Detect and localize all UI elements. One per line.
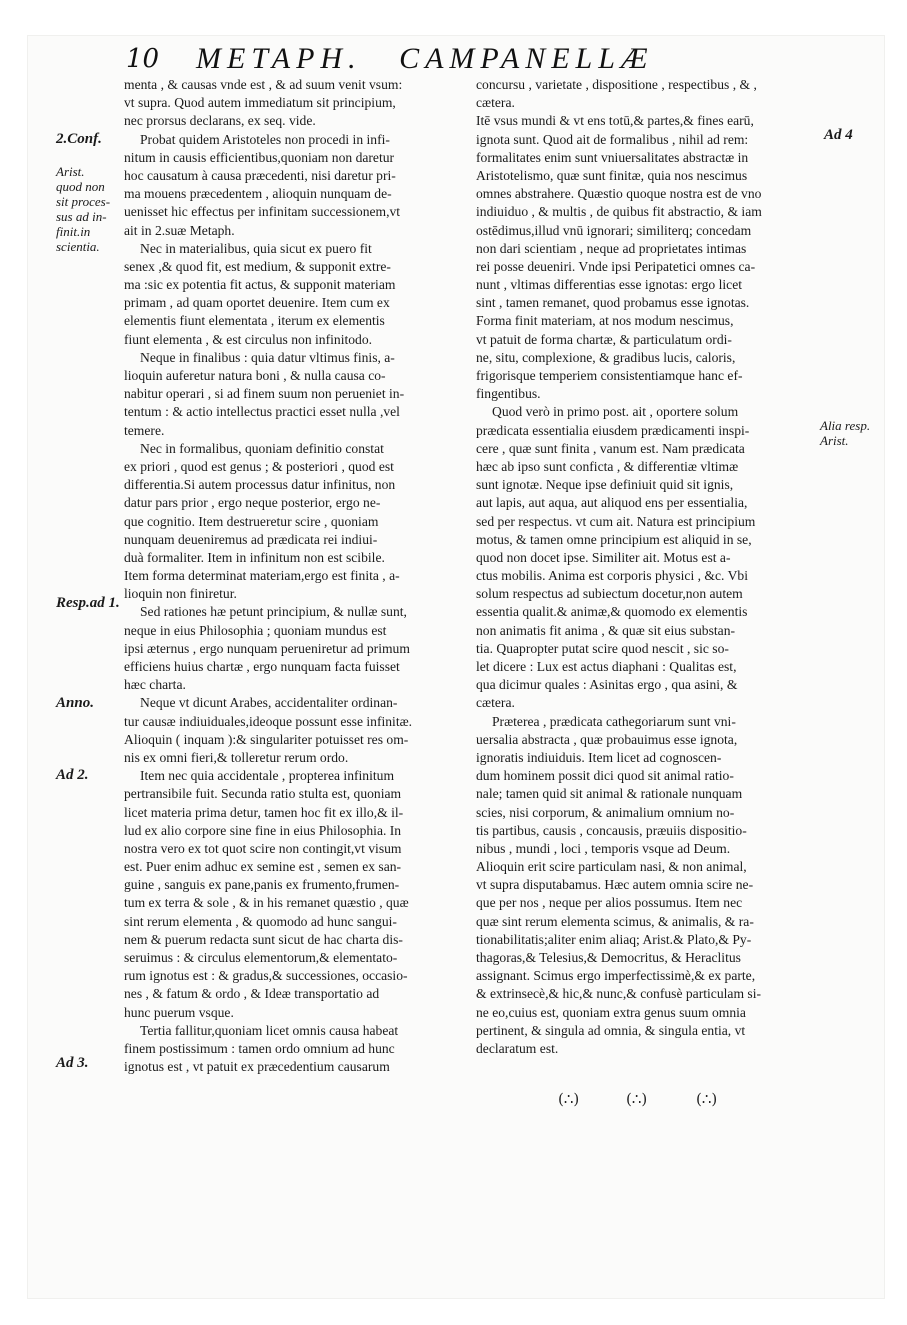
ornament: (∴) (558, 1090, 580, 1108)
text-line: omnes abstrahere. Quæstio quoque nostra est de vno (476, 186, 762, 202)
text-line: que cognitio. Item destrueretur scire , quoniam (124, 513, 379, 529)
text-line: Alioquin erit scire particulam nasi, & non animal, (476, 859, 747, 875)
text-line: Quod verò in primo post. ait , oportere solum (492, 404, 739, 420)
text-line: Nec in formalibus, quoniam definitio constat (140, 440, 384, 456)
text-line: differentia.Si autem processus datur infinitus, non (124, 477, 396, 493)
margin-note-ad-2: Ad 2. (56, 767, 89, 783)
text-line: nale; tamen quid sit animal & rationale nunquam (476, 786, 743, 802)
text-line: concursu , varietate , dispositione , respectibus , & , (476, 77, 757, 92)
text-line: tentum : & actio intellectus practici esset nulla ,vel (124, 404, 400, 420)
text-line: Tertia fallitur,quoniam licet omnis causa habeat (140, 1022, 399, 1038)
text-line: Præterea , prædicata cathegoriarum sunt vni- (492, 713, 736, 729)
text-line: efficiens huius chartæ , ergo nunquam facta fuisset (124, 659, 400, 674)
text-line: menta , & causas vnde est , & ad suum venit vsum: (124, 77, 403, 92)
text-line: sint rerum elementa , & quomodo ad hunc sangui- (124, 913, 397, 929)
text-line: prædicata essentialia eiusdem prædicamenti inspi- (476, 422, 750, 438)
text-line: formalitates enim sunt vniuersalitates abstractæ in (476, 149, 749, 165)
text-line: Item nec quia accidentale , propterea infinitum (140, 768, 395, 784)
text-line: hæc charta. (124, 677, 186, 693)
text-line: quæ sint rerum elementa scimus, & animalis, & ra- (476, 913, 754, 929)
text-line: Neque in finalibus : quia datur vltimus finis, a- (140, 349, 395, 365)
text-line: vt supra disputabamus. Hæc autem omnia scire ne- (476, 877, 754, 893)
text-line: temere. (124, 422, 165, 438)
text-line: quod non docet ipse. Similiter ait. Motus est a- (476, 549, 731, 565)
text-line: guine , sanguis ex pane,panis ex frumento,frumen- (124, 877, 400, 893)
text-line: Sed rationes hæ petunt principium, & nullæ sunt, (140, 604, 407, 620)
margin-note-ad-3: Ad 3. (56, 1055, 89, 1071)
text-line: fingentibus. (476, 386, 541, 402)
ornament: (∴) (626, 1090, 648, 1108)
text-line: ctus mobilis. Anima est corporis physici , &c. Vbi (476, 568, 748, 584)
text-line: non dari scientiam , neque ad proprietates intimas (476, 240, 747, 256)
text-line: hoc causatum à causa præcedenti, nisi daretur pri- (124, 167, 396, 183)
ornament: (∴) (696, 1090, 718, 1108)
text-line: declaratum est. (476, 1040, 559, 1056)
text-line: thagoras,& Telesius,& Democritus, & Heraclitus (476, 950, 741, 965)
text-line: essentia qualit.& animæ,& quomodo ex elementis (476, 604, 748, 620)
text-line: & extrinsecè,& hic,& nunc,& confusè particulam si- (476, 986, 762, 1002)
text-line: cætera. (476, 695, 515, 711)
text-line: hunc puerum vsque. (124, 1004, 234, 1020)
text-line: vt supra. Quod autem immediatum sit principium, (124, 95, 396, 111)
text-line: Itē vsus mundi & vt ens totū,& partes,& fines earū, (476, 113, 754, 129)
book-page (28, 36, 884, 1298)
margin-note-conf: 2.Conf. (56, 131, 102, 147)
page-number: 10 (126, 44, 160, 74)
text-line: hæc ab ipso sunt conficta , & differentiæ vltimæ (476, 458, 739, 474)
margin-note-alia-resp: Alia resp. Arist. (820, 418, 871, 448)
text-line: uersalia abstracta , quæ probauimus esse ignota, (476, 731, 738, 747)
text-line: sunt ignotæ. Neque ipse definiuit quid sit ignis, (476, 477, 734, 493)
text-line: ma :sic ex potentia fit actus, & supponit materiam (124, 277, 396, 293)
text-line: Item forma determinat materiam,ergo est finita , a- (124, 568, 400, 584)
text-line: pertransibile fuit. Secunda ratio stulta est, quoniam (124, 786, 402, 802)
text-line: tur causæ indiuiduales,ideoque possunt esse infinitæ. (124, 713, 413, 729)
text-line: Neque vt dicunt Arabes, accidentaliter ordinan- (140, 695, 398, 711)
text-line: datur pars prior , ergo neque posterior, ergo ne- (124, 495, 381, 511)
text-line: tum ex terra & sole , & in his remanet quæstio , quæ (124, 895, 409, 911)
text-line: nec prorsus declarans, ex seq. vide. (124, 113, 316, 129)
text-line: dum hominem possit dici quod sit animal ratio- (476, 768, 734, 784)
text-line: tionabilitatis;aliter enim aliaq; Arist.& Plato,& Py- (476, 931, 752, 947)
text-line: indiuiduo , & multis , de quibus fit abstractio, & iam (476, 204, 762, 220)
text-line: aut lapis, aut aqua, aut aliquod ens per essentialia, (476, 495, 748, 511)
text-line: rei posse deueniri. Vnde ipsi Peripatetici omnes ca- (476, 258, 756, 274)
text-line: frigorisque temperiem consistentiamque hanc ef- (476, 368, 743, 383)
text-line: elementis fiunt elementata , iterum ex elementis (124, 313, 385, 329)
text-line: nis ex omni fieri,& tolleretur rerum ordo. (124, 749, 349, 765)
text-line: est. Puer enim adhuc ex semine est , semen ex san- (124, 859, 402, 875)
text-line: ostēdimus,illud vnū ignorari; similiterq; concedam (476, 222, 752, 238)
text-line: finem postissimum : tamen ordo omnium ad hunc (124, 1040, 395, 1056)
text-line: qua dicimur quales : Asinitas ergo , qua asini, & (476, 677, 738, 693)
text-line: nunt , vltimas differentias esse ignotas: ergo licet (476, 277, 743, 293)
text-line: assignant. Scimus ergo imperfectissimè,& ex parte, (476, 968, 756, 984)
text-line: vt patuit de forma chartæ, & particulatum ordi- (476, 331, 732, 347)
text-line: ne, situ, complexione, & gradibus lucis, caloris, (476, 349, 736, 365)
text-line: tis partibus, causis , concausis, præuiis dispositio- (476, 822, 747, 838)
text-line: senex ,& quod fit, est medium, & supponit extre- (124, 258, 391, 274)
text-line: ait in 2.suæ Metaph. (124, 222, 235, 238)
text-line: ignotus est , vt patuit ex præcedentium causarum (124, 1059, 390, 1075)
text-line: ignoratis indiuiduis. Item licet ad cognoscen- (476, 749, 722, 765)
text-line: ne eo,cuius est, quoniam extra genus suum omnia (476, 1004, 746, 1020)
text-line: licet materia prima detur, tamen hoc fit ex illo,& il- (124, 804, 404, 820)
margin-note-anno: Anno. (56, 695, 94, 711)
text-line: cere , quæ sunt finita , vanum est. Nam prædicata (476, 440, 745, 456)
text-line: pertinent, & singula ad omnia, & singula entia, vt (476, 1022, 746, 1038)
text-line: sed per respectus. vt cum ait. Natura est principium (476, 513, 756, 529)
left-text-column (124, 76, 488, 1076)
text-line: primam , ad quam oportet deuenire. Item cum ex (124, 295, 390, 311)
text-line: Alioquin ( inquam ):& singulariter potuisset res om- (124, 731, 409, 747)
text-line: que per nos , neque per alios possumus. Item nec (476, 895, 743, 911)
text-line: lioquin auferetur natura boni , & nulla causa co- (124, 368, 386, 383)
text-line: nunquam deueniremus ad prædicata rei indiui- (124, 531, 378, 547)
margin-note-ad-4: Ad 4 (824, 127, 853, 143)
text-line: Aristotelismo, quæ sunt finitæ, quia nos nescimus (476, 167, 748, 183)
text-line: duà formaliter. Item in infinitum non est scibile. (124, 549, 385, 565)
text-line: seruimus : & circulus elementorum,& elementato- (124, 950, 398, 965)
text-line: lioquin non finiretur. (124, 586, 237, 602)
text-line: Forma finit materiam, at nos modum nescimus, (476, 313, 734, 329)
text-line: uenisset hic effectus per infinitam successionem,vt (124, 204, 401, 220)
text-line: Probat quidem Aristoteles non procedi in infi- (140, 131, 390, 147)
text-line: neque in eius Philosophia ; quoniam mundus est (124, 622, 387, 638)
text-line: tia. Quapropter putat scire quod nescit , sic so- (476, 640, 729, 656)
text-line: scies, nisi corporum, & animalium omnium no- (476, 804, 735, 820)
text-line: solum respectus ad subiectum docetur,non autem (476, 586, 743, 602)
text-line: motus, & tamen omne principium est aliquid in se, (476, 531, 752, 547)
margin-note-resp-ad-1: Resp.ad 1. (56, 595, 120, 611)
text-line: let dicere : Lux est actus diaphani : Qualitas est, (476, 659, 737, 674)
text-line: nem & puerum redacta sunt sicut de hac charta dis- (124, 931, 403, 947)
running-title: METAPH. CAMPANELLÆ (196, 42, 654, 75)
text-line: rum ignotus est : & gradus,& successiones, occasio- (124, 968, 408, 984)
text-line: Nec in materialibus, quia sicut ex puero fit (140, 240, 372, 256)
text-line: cætera. (476, 95, 515, 111)
text-line: non animatis fit anima , & quæ sit eius substan- (476, 622, 736, 638)
text-line: fiunt elementa , & est circulus non infinitodo. (124, 331, 373, 347)
margin-note-arist: Arist. quod non sit proces- sus ad in- finit.in scientia. (56, 164, 111, 254)
text-line: nabitur operari , si ad finem suum non perueniet in- (124, 386, 405, 402)
text-line: ipsi æternus , ergo nunquam perueniretur ad primum (124, 640, 410, 656)
text-line: nibus , mundi , loci , temporis vsque ad Deum. (476, 840, 731, 856)
text-line: lud ex alio corpore sine fine in eius Philosophia. In (124, 822, 402, 838)
text-line: nitum in causis efficientibus,quoniam non daretur (124, 149, 395, 165)
right-text-column (476, 76, 816, 1058)
text-line: nostra vero ex tot quot scire non contingit,vt visum (124, 840, 402, 856)
text-line: ex priori , quod est genus ; & posteriori , quod est (124, 458, 394, 474)
text-line: ignota sunt. Quod ait de formalibus , nihil ad rem: (476, 131, 749, 147)
text-line: sint , tamen remanet, quod probamus esse ignotas. (476, 295, 750, 311)
text-line: ma mouens præcedentem , alioquin nunquam de- (124, 186, 392, 202)
text-line: nes , & fatum & ordo , & Ideæ transportatio ad (124, 986, 380, 1002)
